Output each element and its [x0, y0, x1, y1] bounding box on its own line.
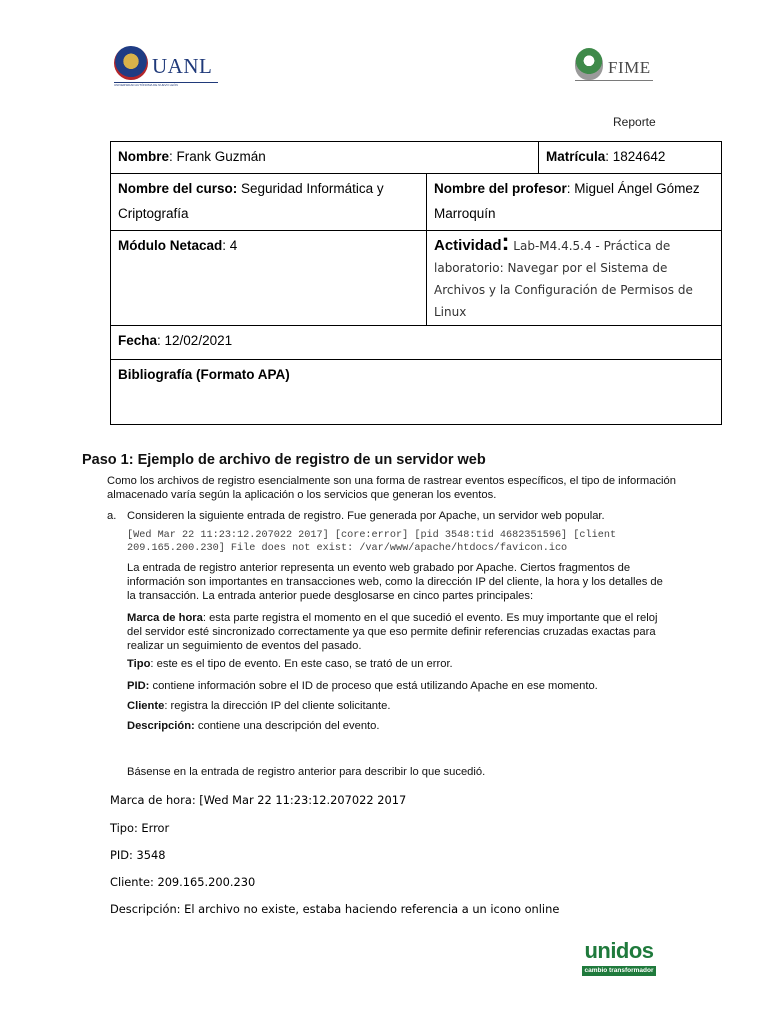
part-label: Marca de hora — [127, 612, 203, 624]
answer-descripcion: Descripción: El archivo no existe, estaba haciendo referencia a un icono online — [110, 902, 560, 916]
cell-curso — [110, 173, 427, 231]
cell-matricula — [538, 141, 722, 174]
unidos-logo — [582, 938, 656, 980]
part-text: contiene una descripción del evento. — [194, 720, 380, 732]
fime-seal-icon — [575, 48, 603, 80]
nombre-value: : Frank Guzmán — [169, 149, 266, 164]
log-line-1: [Wed Mar 22 11:23:12.207022 2017] [core:error] [pid 3548:tid 4682351596] [client — [127, 530, 617, 541]
explanation-text: La entrada de registro anterior representa un evento web grabado por Apache. Ciertos fragmentos de información son importantes en transacciones web, como la dirección IP del cliente, la hora y los detalles de la transacción. La entrada anterior puede desglosarse en cinco partes principales: — [127, 562, 663, 602]
unidos-logo-tagline: cambio transformador — [582, 966, 656, 976]
uanl-logo-subtitle: UNIVERSIDAD AUTÓNOMA DE NUEVO LEÓN — [114, 82, 218, 88]
modulo-value: : 4 — [222, 238, 238, 253]
profesor-label: Nombre del profesor — [434, 181, 567, 196]
actividad-label: Actividad — [434, 237, 502, 254]
uanl-logo-text: UANL — [152, 54, 213, 78]
answer-pid: PID: 3548 — [110, 848, 166, 862]
part-tipo — [127, 657, 672, 671]
part-descripcion — [127, 719, 672, 733]
part-text: contiene información sobre el ID de proceso que está utilizando Apache en ese momento. — [149, 680, 598, 692]
curso-value: Seguridad Informática y Criptografía — [118, 181, 384, 221]
answer-cliente: Cliente: 209.165.200.230 — [110, 875, 256, 889]
modulo-label: Módulo Netacad — [118, 238, 223, 253]
cell-modulo — [110, 230, 427, 326]
report-label: Reporte — [613, 115, 656, 129]
cell-bibliografia — [110, 359, 722, 425]
instruction-text: Básense en la entrada de registro anterior para describir lo que sucedió. — [127, 766, 486, 778]
log-line-2: 209.165.200.230] File does not exist: /var/www/apache/htdocs/favicon.ico — [127, 543, 568, 554]
cell-fecha — [110, 325, 722, 360]
answer-tipo: Tipo: Error — [110, 821, 170, 835]
explanation-paragraph — [127, 561, 672, 603]
step-title: Paso 1: Ejemplo de archivo de registro de un servidor web — [82, 452, 486, 468]
part-marca-hora — [127, 611, 672, 653]
part-label: Cliente — [127, 700, 165, 712]
cell-profesor — [426, 173, 722, 231]
cell-actividad — [426, 230, 722, 326]
fime-logo — [575, 46, 655, 86]
part-cliente — [127, 699, 672, 713]
instruction — [127, 765, 672, 779]
actividad-value: Lab-M4.4.5.4 - Práctica de laboratorio: Navegar por el Sistema de Archivos y la Configuración de Permisos de Linux — [434, 239, 693, 319]
part-text: : esta parte registra el momento en el que sucedió el evento. Es muy importante que el reloj del servidor esté sincronizado correctamente ya que eso permite definir referencias cruzadas exactas para realizar un seguimiento de eventos del pasado. — [127, 612, 658, 652]
answer-marca-hora: Marca de hora: [Wed Mar 22 11:23:12.207022 2017 — [110, 793, 407, 807]
fime-logo-rule — [575, 80, 653, 81]
item-a-text: Consideren la siguiente entrada de registro. Fue generada por Apache, un servidor web popular. — [127, 510, 605, 522]
profesor-value: : Miguel Ángel Gómez Marroquín — [434, 181, 700, 221]
part-label: Tipo — [127, 658, 151, 670]
cell-nombre — [110, 141, 539, 174]
unidos-logo-word: unidos — [584, 938, 654, 963]
nombre-label: Nombre — [118, 149, 170, 164]
part-text: : registra la dirección IP del cliente solicitante. — [164, 700, 391, 712]
matricula-label: Matrícula — [546, 149, 606, 164]
curso-label: Nombre del curso: — [118, 181, 238, 196]
part-pid — [127, 679, 672, 693]
fime-logo-text: FIME — [608, 58, 651, 77]
item-a-marker: a. — [107, 510, 117, 522]
log-entry — [127, 529, 687, 555]
intro-text: Como los archivos de registro esencialmente son una forma de rastrear eventos específicos, el tipo de información almacenado varía según la aplicación o los servicios que generan los eventos. — [107, 475, 676, 501]
part-label: Descripción: — [127, 720, 195, 732]
fecha-value: : 12/02/2021 — [157, 333, 233, 348]
part-label: PID: — [127, 680, 150, 692]
item-a — [107, 510, 605, 522]
info-table — [110, 141, 722, 425]
fecha-label: Fecha — [118, 333, 158, 348]
uanl-seal-icon — [114, 46, 148, 80]
intro-paragraph — [107, 474, 687, 502]
matricula-value: : 1824642 — [605, 149, 666, 164]
actividad-colon: : — [501, 229, 510, 256]
uanl-logo — [114, 44, 214, 90]
part-text: : este es el tipo de evento. En este caso, se trató de un error. — [150, 658, 453, 670]
bibliografia-label: Bibliografía (Formato APA) — [118, 367, 290, 382]
